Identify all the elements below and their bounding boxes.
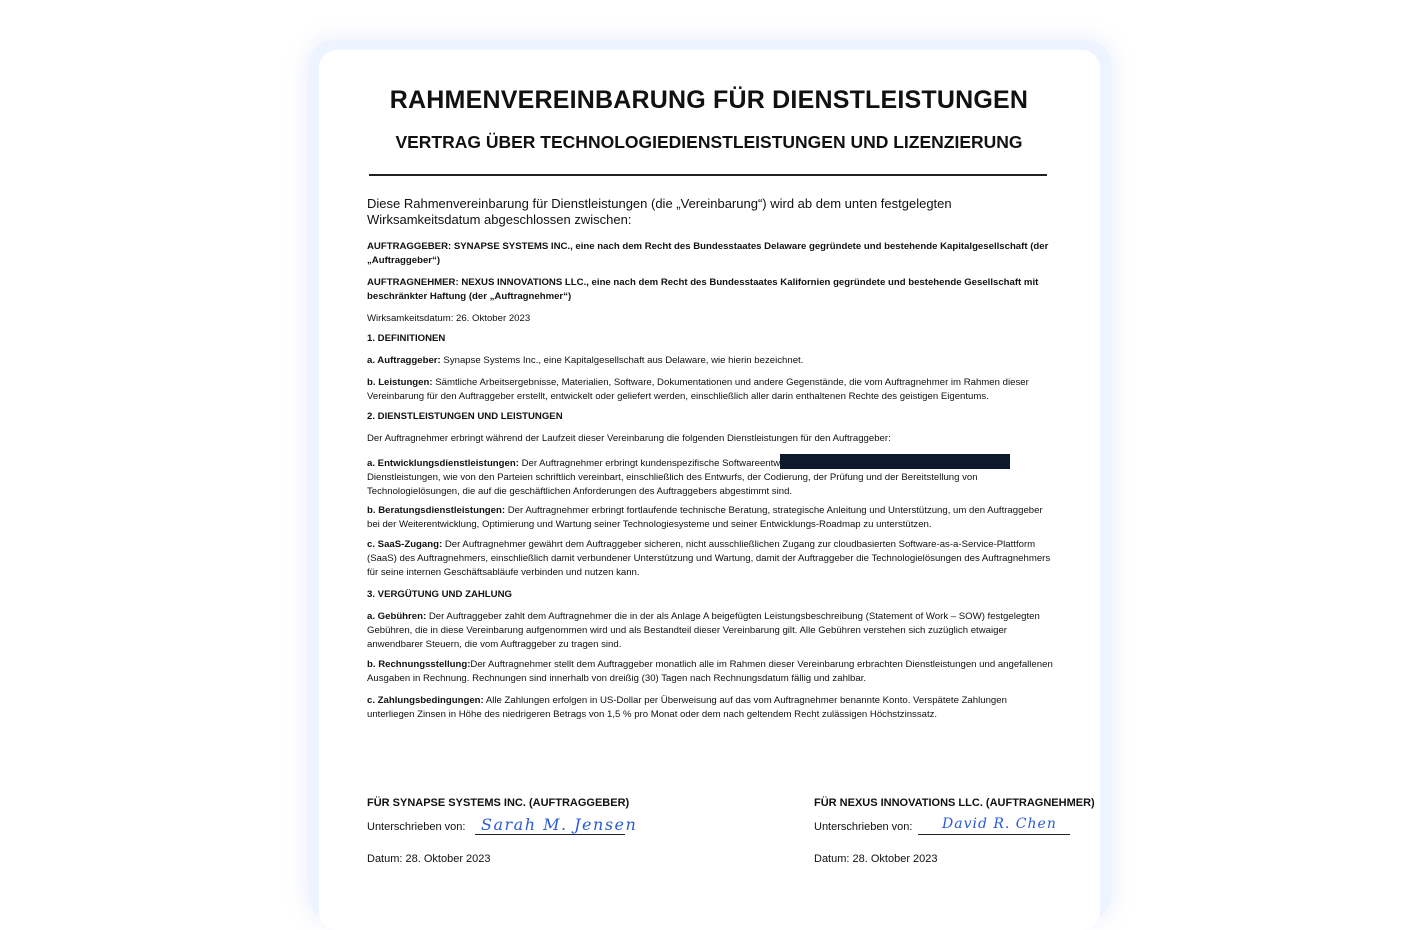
clause-1b-text: Sämtliche Arbeitsergebnisse, Materialien, Software, Dokumentationen und andere Gegenstände, die vom Auftragnehmer im Rahmen dieser Vereinbarung für den Auftraggeber erstellt, entwickelt oder geliefert werden, einschließlich aller darin enthaltenen Rechte des geistigen Eigentums. xyxy=(367,377,1029,402)
clause-3a xyxy=(367,610,1055,652)
clause-3b-text: Der Auftragnehmer stellt dem Auftraggeber monatlich alle im Rahmen dieser Vereinbarung erbrachten Dienstleistungen und angefallenen Ausgaben in Rechnung. Rechnungen sind innerhalb von dreißig (30) Tagen nach Rechnungsdatum fällig und zahlbar. xyxy=(367,659,1053,684)
clause-3a-text: Der Auftraggeber zahlt dem Auftragnehmer die in der als Anlage A beigefügten Leistungsbeschreibung (Statement of Work – SOW) festgelegten Gebühren, die in diese Vereinbarung aufgenommen wird und als Bestandteil dieser Vereinbarung gilt. Alle Gebühren verstehen sich zuzüglich etwaiger anwendbarer Steuern, die vom Auftraggeber zu tragen sind. xyxy=(367,611,1040,650)
clause-1b xyxy=(367,376,1055,404)
signed-by-label-client: Unterschrieben von: xyxy=(367,821,466,833)
clause-1b-label: b. Leistungen: xyxy=(367,377,433,388)
signature-line-contractor xyxy=(918,834,1070,835)
clause-3b-label: b. Rechnungsstellung: xyxy=(367,659,471,670)
section-1-heading: 1. DEFINITIONEN xyxy=(367,333,446,344)
signature-client: Sarah M. Jensen xyxy=(481,815,638,834)
clause-2c-label: c. SaaS-Zugang: xyxy=(367,539,443,550)
clause-2b xyxy=(367,504,1055,532)
clause-3c-label: c. Zahlungsbedingungen: xyxy=(367,695,484,706)
clause-2b-label: b. Beratungsdienstleistungen: xyxy=(367,505,506,516)
section-2-heading: 2. DIENSTLEISTUNGEN UND LEISTUNGEN xyxy=(367,411,563,422)
clause-2c xyxy=(367,538,1055,580)
clause-3c-text: Alle Zahlungen erfolgen in US-Dollar per Überweisung auf das vom Auftragnehmer benannte Konto. Verspätete Zahlungen unterliegen Zinsen in Höhe des niedrigeren Betrags von 1,5 % pro Monat oder dem nach geltendem Recht zulässigen Höchstzinssatz. xyxy=(367,695,1007,720)
document-title: RAHMENVEREINBARUNG FÜR DIENSTLEISTUNGEN xyxy=(389,86,1029,114)
clause-2a xyxy=(367,454,1055,499)
signature-contractor: David R. Chen xyxy=(942,816,1057,832)
intro-paragraph: Diese Rahmenvereinbarung für Dienstleistungen (die „Vereinbarung“) wird ab dem unten festgelegten Wirksamkeitsdatum abgeschlossen zwischen: xyxy=(367,196,952,227)
clause-1a xyxy=(367,354,1055,368)
redaction-bar xyxy=(780,454,1010,469)
clause-3c xyxy=(367,694,1055,722)
clause-2a-text-end: Dienstleistungen, wie von den Parteien schriftlich vereinbart, einschließlich des Entwurfs, der Codierung, der Prüfung und der Bereitstellung von Technologielösungen, die auf die geschäftlichen Anforderungen des Auftraggebers abgestimmt sind. xyxy=(367,472,978,497)
clause-3a-label: a. Gebühren: xyxy=(367,611,427,622)
signature-block-contractor xyxy=(814,797,1104,865)
clause-2a-label: a. Entwicklungsdienstleistungen: xyxy=(367,458,519,469)
signed-by-label-contractor: Unterschrieben von: xyxy=(814,821,913,833)
clause-2b-text: Der Auftragnehmer erbringt fortlaufende technische Beratung, strategische Anleitung und Unterstützung, um den Auftraggeber bei der Weiterentwicklung, Optimierung und Wartung seiner Technologiesysteme und seiner Entwicklungs-Roadmap zu unterstützen. xyxy=(367,505,1043,530)
signature-heading-contractor: FÜR NEXUS INNOVATIONS LLC. (AUFTRAGNEHMER) xyxy=(814,797,1095,809)
signed-by-row-client xyxy=(367,815,667,839)
signature-date-client: Datum: 28. Oktober 2023 xyxy=(367,853,491,865)
section-3-heading: 3. VERGÜTUNG UND ZAHLUNG xyxy=(367,589,512,600)
clause-3b xyxy=(367,658,1055,686)
party-contractor: AUFTRAGNEHMER: NEXUS INNOVATIONS LLC., eine nach dem Recht des Bundesstaates Kalifornien gegründete und bestehende Gesellschaft mit beschränkter Haftung (der „Auftragnehmer“) xyxy=(367,277,1039,302)
signature-heading-client: FÜR SYNAPSE SYSTEMS INC. (AUFTRAGGEBER) xyxy=(367,797,630,809)
clause-1a-label: a. Auftraggeber: xyxy=(367,355,441,366)
signed-by-row-contractor xyxy=(814,816,1104,839)
clause-2c-text: Der Auftragnehmer gewährt dem Auftraggeber sicheren, nicht ausschließlichen Zugang zur cloudbasierten Software-as-a-Service-Plattform (SaaS) des Auftragnehmers, einschließlich damit verbundener Unterstützung und Wartung, damit der Auftraggeber die Technologielösungen des Auftragnehmers für seine internen Geschäftsabläufe verbinden und nutzen kann. xyxy=(367,539,1051,578)
clause-2a-text-start: Der Auftragnehmer erbringt kundenspezifische Softwareentw xyxy=(518,458,781,469)
document-subtitle: VERTRAG ÜBER TECHNOLOGIEDIENSTLEISTUNGEN UND LIZENZIERUNG xyxy=(395,132,1023,152)
title-divider xyxy=(369,174,1047,176)
signature-block-client xyxy=(367,797,667,865)
section-2-intro: Der Auftragnehmer erbringt während der Laufzeit dieser Vereinbarung die folgenden Dienstleistungen für den Auftraggeber: xyxy=(367,433,891,444)
party-client: AUFTRAGGEBER: SYNAPSE SYSTEMS INC., eine nach dem Recht des Bundesstaates Delaware gegründete und bestehende Kapitalgesellschaft (der „Auftraggeber“) xyxy=(367,241,1049,266)
signature-date-contractor: Datum: 28. Oktober 2023 xyxy=(814,853,938,865)
signature-line-client xyxy=(475,834,625,835)
clause-1a-text: Synapse Systems Inc., eine Kapitalgesellschaft aus Delaware, wie hierin bezeichnet. xyxy=(440,355,804,366)
effective-date: Wirksamkeitsdatum: 26. Oktober 2023 xyxy=(367,313,531,324)
